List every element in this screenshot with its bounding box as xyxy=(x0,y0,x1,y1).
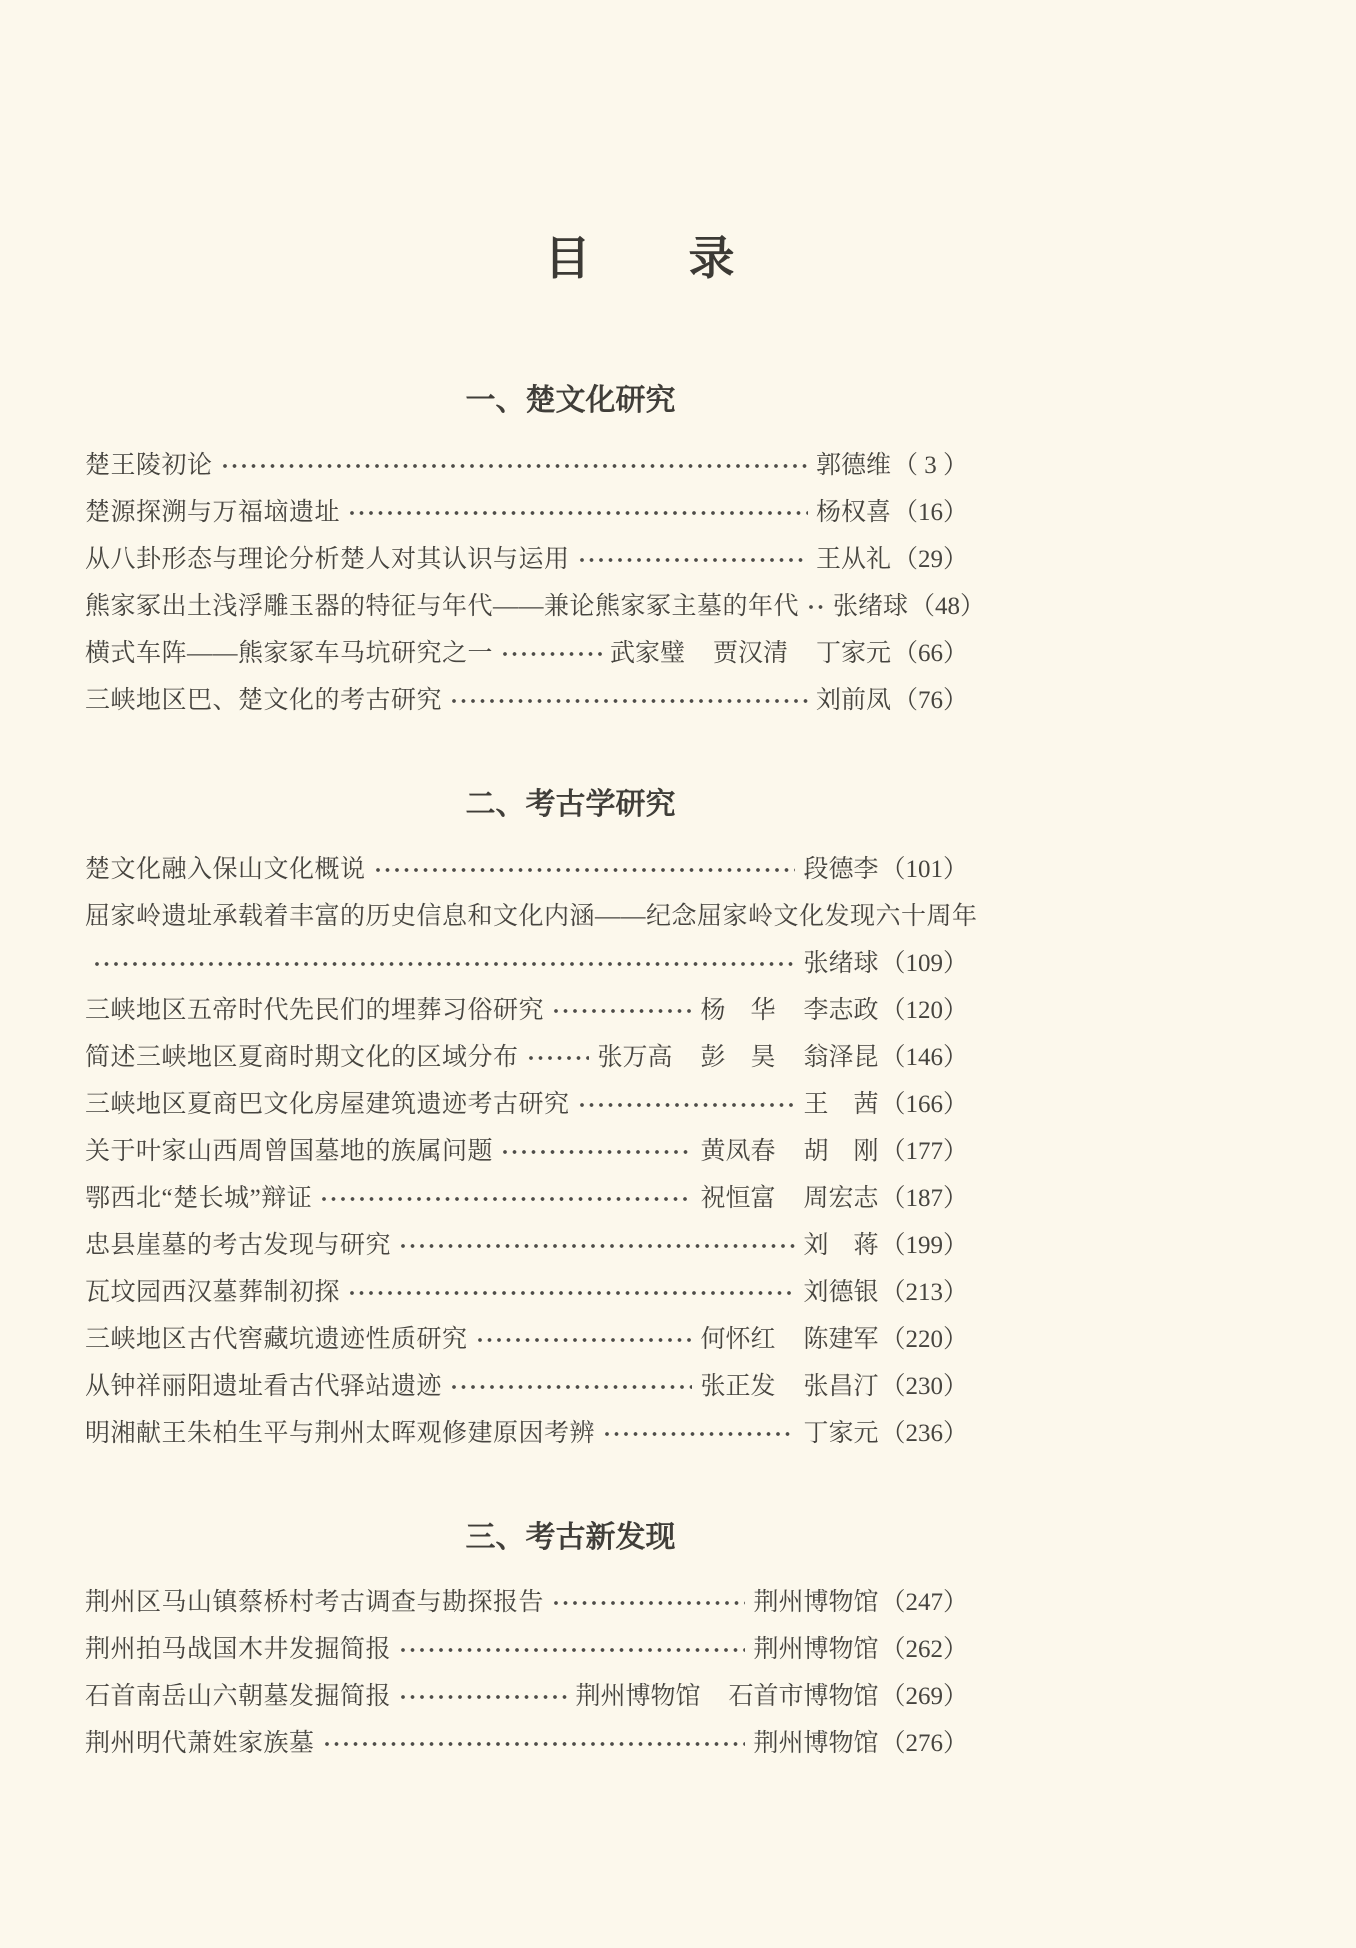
toc-entry-row xyxy=(85,630,968,677)
entry-title: 横式车阵——熊家冢车马坑研究之一 xyxy=(85,640,494,667)
section-heading: 一、楚文化研究 xyxy=(465,384,676,417)
dotted-leader xyxy=(450,1382,692,1392)
entry-title: 荆州拍马战国木井发掘简报 xyxy=(85,1636,392,1663)
entry-author: 周宏志 xyxy=(803,1185,879,1212)
dotted-leader xyxy=(348,508,808,518)
toc-entry-row xyxy=(85,1316,968,1363)
entry-author: 张昌汀 xyxy=(803,1373,879,1400)
entry-page-number: （146） xyxy=(880,1044,968,1071)
entry-title: 明湘献王朱柏生平与荆州太晖观修建原因考辨 xyxy=(85,1420,596,1447)
entry-author: 荆州博物馆 xyxy=(753,1589,879,1616)
entry-page-number: （230） xyxy=(880,1373,968,1400)
entry-author: 陈建军 xyxy=(803,1326,879,1353)
dotted-leader xyxy=(399,1645,745,1655)
dotted-leader xyxy=(399,1241,795,1251)
dotted-leader xyxy=(552,1006,692,1016)
entry-page-number: （187） xyxy=(880,1185,968,1212)
entry-title: 瓦坟园西汉墓葬制初探 xyxy=(85,1279,341,1306)
entry-page-number: （262） xyxy=(880,1636,968,1663)
section-heading: 二、考古学研究 xyxy=(465,788,676,821)
entry-author: 荆州博物馆 xyxy=(753,1730,879,1757)
entry-author: 张万高 xyxy=(597,1044,673,1071)
entry-author: 张绪球 xyxy=(803,950,879,977)
entry-page-number: （177） xyxy=(880,1138,968,1165)
entry-author: 张正发 xyxy=(700,1373,776,1400)
entry-author: 杨权喜 xyxy=(815,499,891,526)
entry-page-number: （120） xyxy=(880,997,968,1024)
entry-page-number: （48） xyxy=(910,593,986,620)
entry-author: 刘前凤 xyxy=(815,687,891,714)
entry-title: 从八卦形态与理论分析楚人对其认识与运用 xyxy=(85,546,570,573)
entry-author: 荆州博物馆 xyxy=(753,1636,879,1663)
dotted-leader xyxy=(603,1429,795,1439)
entry-author: 段德李 xyxy=(803,856,879,883)
entry-author: 丁家元 xyxy=(815,640,891,667)
toc-entry-row xyxy=(85,1269,968,1316)
entry-title: 三峡地区巴、楚文化的考古研究 xyxy=(85,687,443,714)
toc-entry-row xyxy=(85,583,986,630)
entry-page-number: （109） xyxy=(880,950,968,977)
entry-page-number: （236） xyxy=(880,1420,968,1447)
dotted-leader xyxy=(374,865,796,875)
toc-entry-row xyxy=(85,1626,968,1673)
entry-page-number: （199） xyxy=(880,1232,968,1259)
dotted-leader xyxy=(501,1147,692,1157)
toc-entry-continuation-row xyxy=(85,940,968,987)
entry-author: 何怀红 xyxy=(700,1326,776,1353)
entry-author: 贾汉清 xyxy=(712,640,788,667)
entry-title: 楚文化融入保山文化概说 xyxy=(85,856,366,883)
entry-author: 彭 昊 xyxy=(700,1044,776,1071)
toc-entry-row xyxy=(85,1720,968,1767)
dotted-leader xyxy=(323,1739,746,1749)
entry-page-number: （101） xyxy=(880,856,968,883)
entry-title: 石首南岳山六朝墓发掘简报 xyxy=(85,1683,392,1710)
entry-title: 楚王陵初论 xyxy=(85,452,213,479)
dotted-leader xyxy=(807,602,825,612)
entry-author: 杨 华 xyxy=(700,997,776,1024)
toc-entry-row xyxy=(85,489,968,536)
dotted-leader xyxy=(527,1053,590,1063)
toc-entry-row xyxy=(85,442,968,489)
entry-title: 三峡地区五帝时代先民们的埋葬习俗研究 xyxy=(85,997,545,1024)
entry-author: 王从礼 xyxy=(815,546,891,573)
dotted-leader xyxy=(348,1288,795,1298)
entry-title: 三峡地区古代窖藏坑遗迹性质研究 xyxy=(85,1326,468,1353)
entry-author: 刘德银 xyxy=(803,1279,879,1306)
dotted-leader xyxy=(552,1598,745,1608)
toc-entry-row xyxy=(85,1410,968,1457)
toc-sections xyxy=(85,380,986,1767)
toc-entry-row xyxy=(85,987,968,1034)
entry-author: 祝恒富 xyxy=(700,1185,776,1212)
toc-entry-row xyxy=(85,1034,968,1081)
dotted-leader xyxy=(93,959,795,969)
entry-title: 忠县崖墓的考古发现与研究 xyxy=(85,1232,392,1259)
entry-page-number: （16） xyxy=(892,499,968,526)
toc-entry-row xyxy=(85,1579,968,1626)
entry-title: 简述三峡地区夏商时期文化的区域分布 xyxy=(85,1044,519,1071)
toc-entry-row xyxy=(85,536,968,583)
entry-title: 屈家岭遗址承载着丰富的历史信息和文化内涵——纪念屈家岭文化发现六十周年 xyxy=(85,903,978,930)
entry-page-number: （220） xyxy=(880,1326,968,1353)
toc-entry-row xyxy=(85,1673,968,1720)
entry-title: 从钟祥丽阳遗址看古代驿站遗迹 xyxy=(85,1373,443,1400)
section-heading: 三、考古新发现 xyxy=(465,1521,676,1554)
toc-entry-row xyxy=(85,1363,968,1410)
entry-title: 熊家冢出土浅浮雕玉器的特征与年代——兼论熊家冢主墓的年代 xyxy=(85,593,800,620)
entry-author: 李志政 xyxy=(803,997,879,1024)
dotted-leader xyxy=(450,696,808,706)
dotted-leader xyxy=(578,1100,796,1110)
entry-title: 鄂西北“楚长城”辩证 xyxy=(85,1185,313,1212)
entry-page-number: （29） xyxy=(892,546,968,573)
toc-entry-row xyxy=(85,1081,968,1128)
dotted-leader xyxy=(476,1335,693,1345)
entry-title: 楚源探溯与万福垴遗址 xyxy=(85,499,341,526)
entry-author: 武家璧 xyxy=(609,640,685,667)
toc-entry-row xyxy=(85,893,978,940)
entry-author: 张绪球 xyxy=(833,593,909,620)
entry-page-number: （76） xyxy=(892,687,968,714)
entry-page-number: （66） xyxy=(892,640,968,667)
entry-page-number: （166） xyxy=(880,1091,968,1118)
dotted-leader xyxy=(399,1692,567,1702)
dotted-leader xyxy=(578,555,808,565)
dotted-leader xyxy=(320,1194,692,1204)
entry-page-number: （247） xyxy=(880,1589,968,1616)
entry-page-number: （213） xyxy=(880,1279,968,1306)
entry-page-number: （276） xyxy=(880,1730,968,1757)
toc-entry-row xyxy=(85,1175,968,1222)
entry-author: 翁泽昆 xyxy=(803,1044,879,1071)
toc-entry-row xyxy=(85,846,968,893)
entry-author: 荆州博物馆 xyxy=(575,1683,701,1710)
entry-title: 关于叶家山西周曾国墓地的族属问题 xyxy=(85,1138,494,1165)
dotted-leader xyxy=(221,461,808,471)
entry-title: 三峡地区夏商巴文化房屋建筑遗迹考古研究 xyxy=(85,1091,570,1118)
entry-author: 黄凤春 xyxy=(700,1138,776,1165)
entry-author: 郭德维 xyxy=(815,452,891,479)
entry-author: 胡 刚 xyxy=(803,1138,879,1165)
entry-title: 荆州明代萧姓家族墓 xyxy=(85,1730,315,1757)
entry-page-number: （269） xyxy=(880,1683,968,1710)
entry-author: 王 茜 xyxy=(803,1091,879,1118)
entry-title: 荆州区马山镇蔡桥村考古调查与勘探报告 xyxy=(85,1589,545,1616)
toc-entry-row xyxy=(85,1128,968,1175)
entry-author: 刘 蒋 xyxy=(803,1232,879,1259)
dotted-leader xyxy=(501,649,602,659)
toc-entry-row xyxy=(85,1222,968,1269)
entry-author: 石首市博物馆 xyxy=(728,1683,879,1710)
entry-author: 丁家元 xyxy=(803,1420,879,1447)
entry-page-number: （ 3 ） xyxy=(892,452,968,479)
page-title: 目 录 xyxy=(544,233,737,284)
toc-entry-row xyxy=(85,677,968,724)
